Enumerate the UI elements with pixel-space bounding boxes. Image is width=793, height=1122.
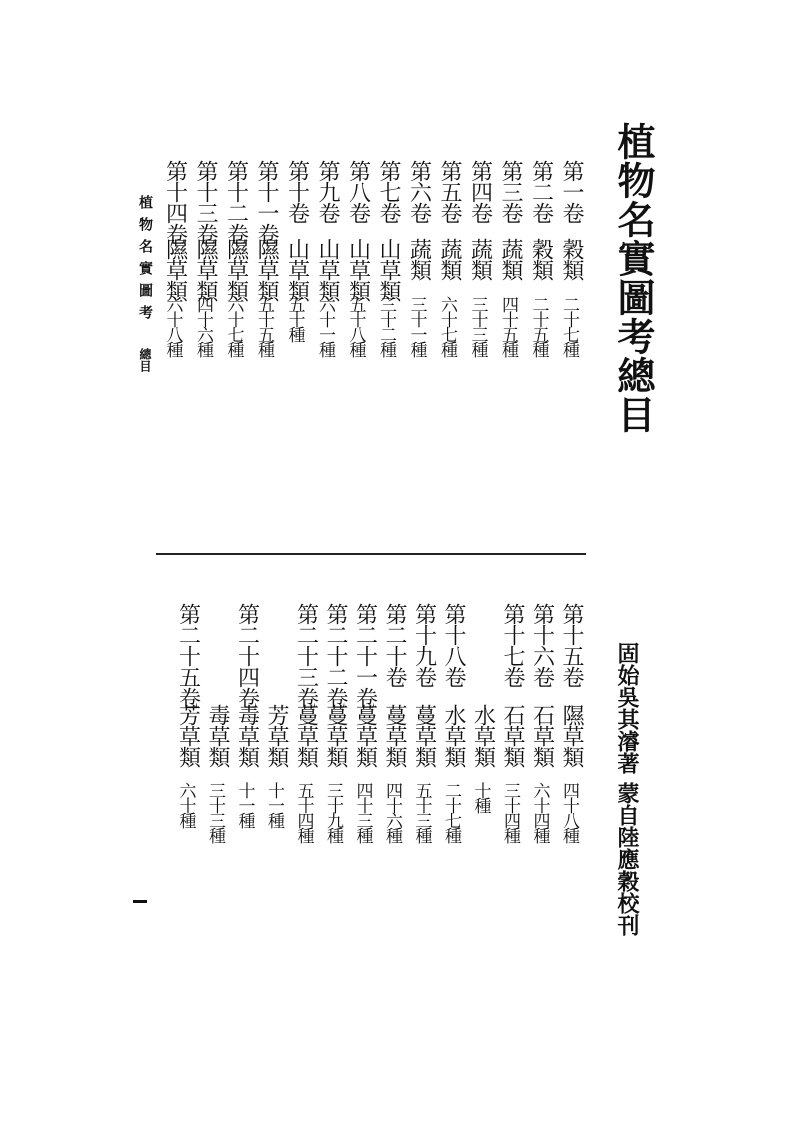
toc-category: 蔓草類 bbox=[382, 704, 407, 767]
page-number-mark bbox=[133, 900, 147, 903]
toc-category: 隰草類 bbox=[254, 238, 279, 301]
toc-count: 六十七種 bbox=[437, 296, 457, 356]
page-title: 植物名實圖考總目 bbox=[611, 122, 656, 434]
toc-volume: 第十五卷 bbox=[559, 603, 584, 687]
toc-category: 隰草類 bbox=[223, 238, 249, 301]
toc-count: 三十三種 bbox=[467, 296, 488, 356]
toc-volume: 第三卷 bbox=[498, 160, 523, 223]
toc-count: 三十九種 bbox=[323, 782, 343, 842]
toc-count: 四十八種 bbox=[559, 782, 579, 842]
section-divider bbox=[156, 553, 586, 555]
toc-volume: 第十六卷 bbox=[529, 603, 555, 687]
toc-volume: 第十九卷 bbox=[411, 603, 437, 687]
toc-category: 石草類 bbox=[529, 704, 555, 767]
toc-volume: 第十二卷 bbox=[223, 160, 249, 244]
toc-count: 五十八種 bbox=[345, 296, 366, 356]
toc-count: 二十七種 bbox=[559, 296, 579, 356]
toc-volume: 第九卷 bbox=[315, 160, 340, 223]
toc-volume: 第五卷 bbox=[437, 160, 462, 223]
toc-category: 水草類 bbox=[470, 704, 496, 767]
toc-category: 蔬類 bbox=[437, 238, 462, 280]
toc-category: 毒草類 bbox=[205, 704, 230, 767]
toc-volume: 第二十一卷 bbox=[352, 603, 378, 708]
toc-volume: 第十七卷 bbox=[500, 603, 525, 687]
toc-category: 蔓草類 bbox=[411, 704, 437, 767]
toc-category: 蔓草類 bbox=[352, 704, 378, 767]
author-line: 固始吳其濬著 bbox=[614, 642, 640, 774]
toc-count: 十一種 bbox=[264, 782, 284, 827]
toc-volume: 第二卷 bbox=[528, 160, 554, 223]
toc-category: 山草類 bbox=[315, 238, 340, 301]
toc-category: 水草類 bbox=[441, 704, 466, 767]
toc-category: 芳草類 bbox=[264, 704, 289, 767]
toc-category: 穀類 bbox=[528, 238, 554, 280]
toc-category: 蔓草類 bbox=[293, 704, 319, 767]
fold-section-label: 總目 bbox=[138, 348, 152, 372]
toc-count: 五十三種 bbox=[411, 782, 432, 842]
toc-count: 三十二種 bbox=[376, 296, 396, 356]
toc-count: 四十三種 bbox=[352, 782, 373, 842]
toc-category: 石草類 bbox=[500, 704, 525, 767]
toc-category: 毒草類 bbox=[234, 704, 260, 767]
toc-volume: 第七卷 bbox=[376, 160, 401, 223]
toc-volume: 第十三卷 bbox=[193, 160, 218, 244]
toc-count: 十一種 bbox=[234, 782, 255, 827]
toc-category: 蔬類 bbox=[467, 238, 493, 280]
toc-category: 山草類 bbox=[376, 238, 401, 301]
toc-category: 山草類 bbox=[345, 238, 371, 301]
toc-volume: 第二十四卷 bbox=[234, 603, 260, 708]
toc-volume: 第一卷 bbox=[559, 160, 584, 223]
fold-label: 植物名實圖考 bbox=[137, 195, 153, 327]
toc-category: 穀類 bbox=[559, 238, 584, 280]
toc-count: 六十七種 bbox=[223, 296, 244, 356]
toc-category: 山草類 bbox=[284, 238, 310, 301]
toc-category: 芳草類 bbox=[175, 704, 201, 767]
toc-count: 五十種 bbox=[284, 296, 305, 341]
toc-count: 六十四種 bbox=[529, 782, 550, 842]
toc-volume: 第十八卷 bbox=[441, 603, 466, 687]
toc-count: 五十五種 bbox=[254, 296, 274, 356]
toc-count: 三十三種 bbox=[205, 782, 225, 842]
toc-count: 六十種 bbox=[175, 782, 196, 827]
toc-volume: 第八卷 bbox=[345, 160, 371, 223]
toc-count: 四十五種 bbox=[498, 296, 518, 356]
toc-volume: 第四卷 bbox=[467, 160, 493, 223]
toc-count: 三十一種 bbox=[406, 296, 427, 356]
toc-volume: 第二十二卷 bbox=[323, 603, 348, 708]
toc-count: 三十四種 bbox=[500, 782, 520, 842]
toc-volume: 第十卷 bbox=[284, 160, 310, 223]
toc-category: 隰草類 bbox=[193, 238, 218, 301]
toc-count: 十種 bbox=[470, 782, 491, 812]
toc-category: 隰草類 bbox=[559, 704, 584, 767]
toc-count: 二十五種 bbox=[528, 296, 549, 356]
toc-count: 二十七種 bbox=[441, 782, 461, 842]
toc-category: 蔓草類 bbox=[323, 704, 348, 767]
toc-volume: 第二十三卷 bbox=[293, 603, 319, 708]
toc-category: 隰草類 bbox=[162, 238, 188, 301]
toc-volume: 第十四卷 bbox=[162, 160, 188, 244]
toc-count: 四十六種 bbox=[193, 296, 213, 356]
toc-count: 四十六種 bbox=[382, 782, 402, 842]
toc-count: 五十四種 bbox=[293, 782, 314, 842]
toc-volume: 第二十卷 bbox=[382, 603, 407, 687]
toc-volume: 第六卷 bbox=[406, 160, 432, 223]
toc-volume: 第二十五卷 bbox=[175, 603, 201, 708]
toc-count: 六十一種 bbox=[315, 296, 335, 356]
proofreader-line: 蒙自陸應穀校刊 bbox=[614, 782, 640, 936]
toc-category: 蔬類 bbox=[498, 238, 523, 280]
toc-volume: 第十一卷 bbox=[254, 160, 279, 244]
toc-category: 蔬類 bbox=[406, 238, 432, 280]
toc-count: 六十八種 bbox=[162, 296, 183, 356]
